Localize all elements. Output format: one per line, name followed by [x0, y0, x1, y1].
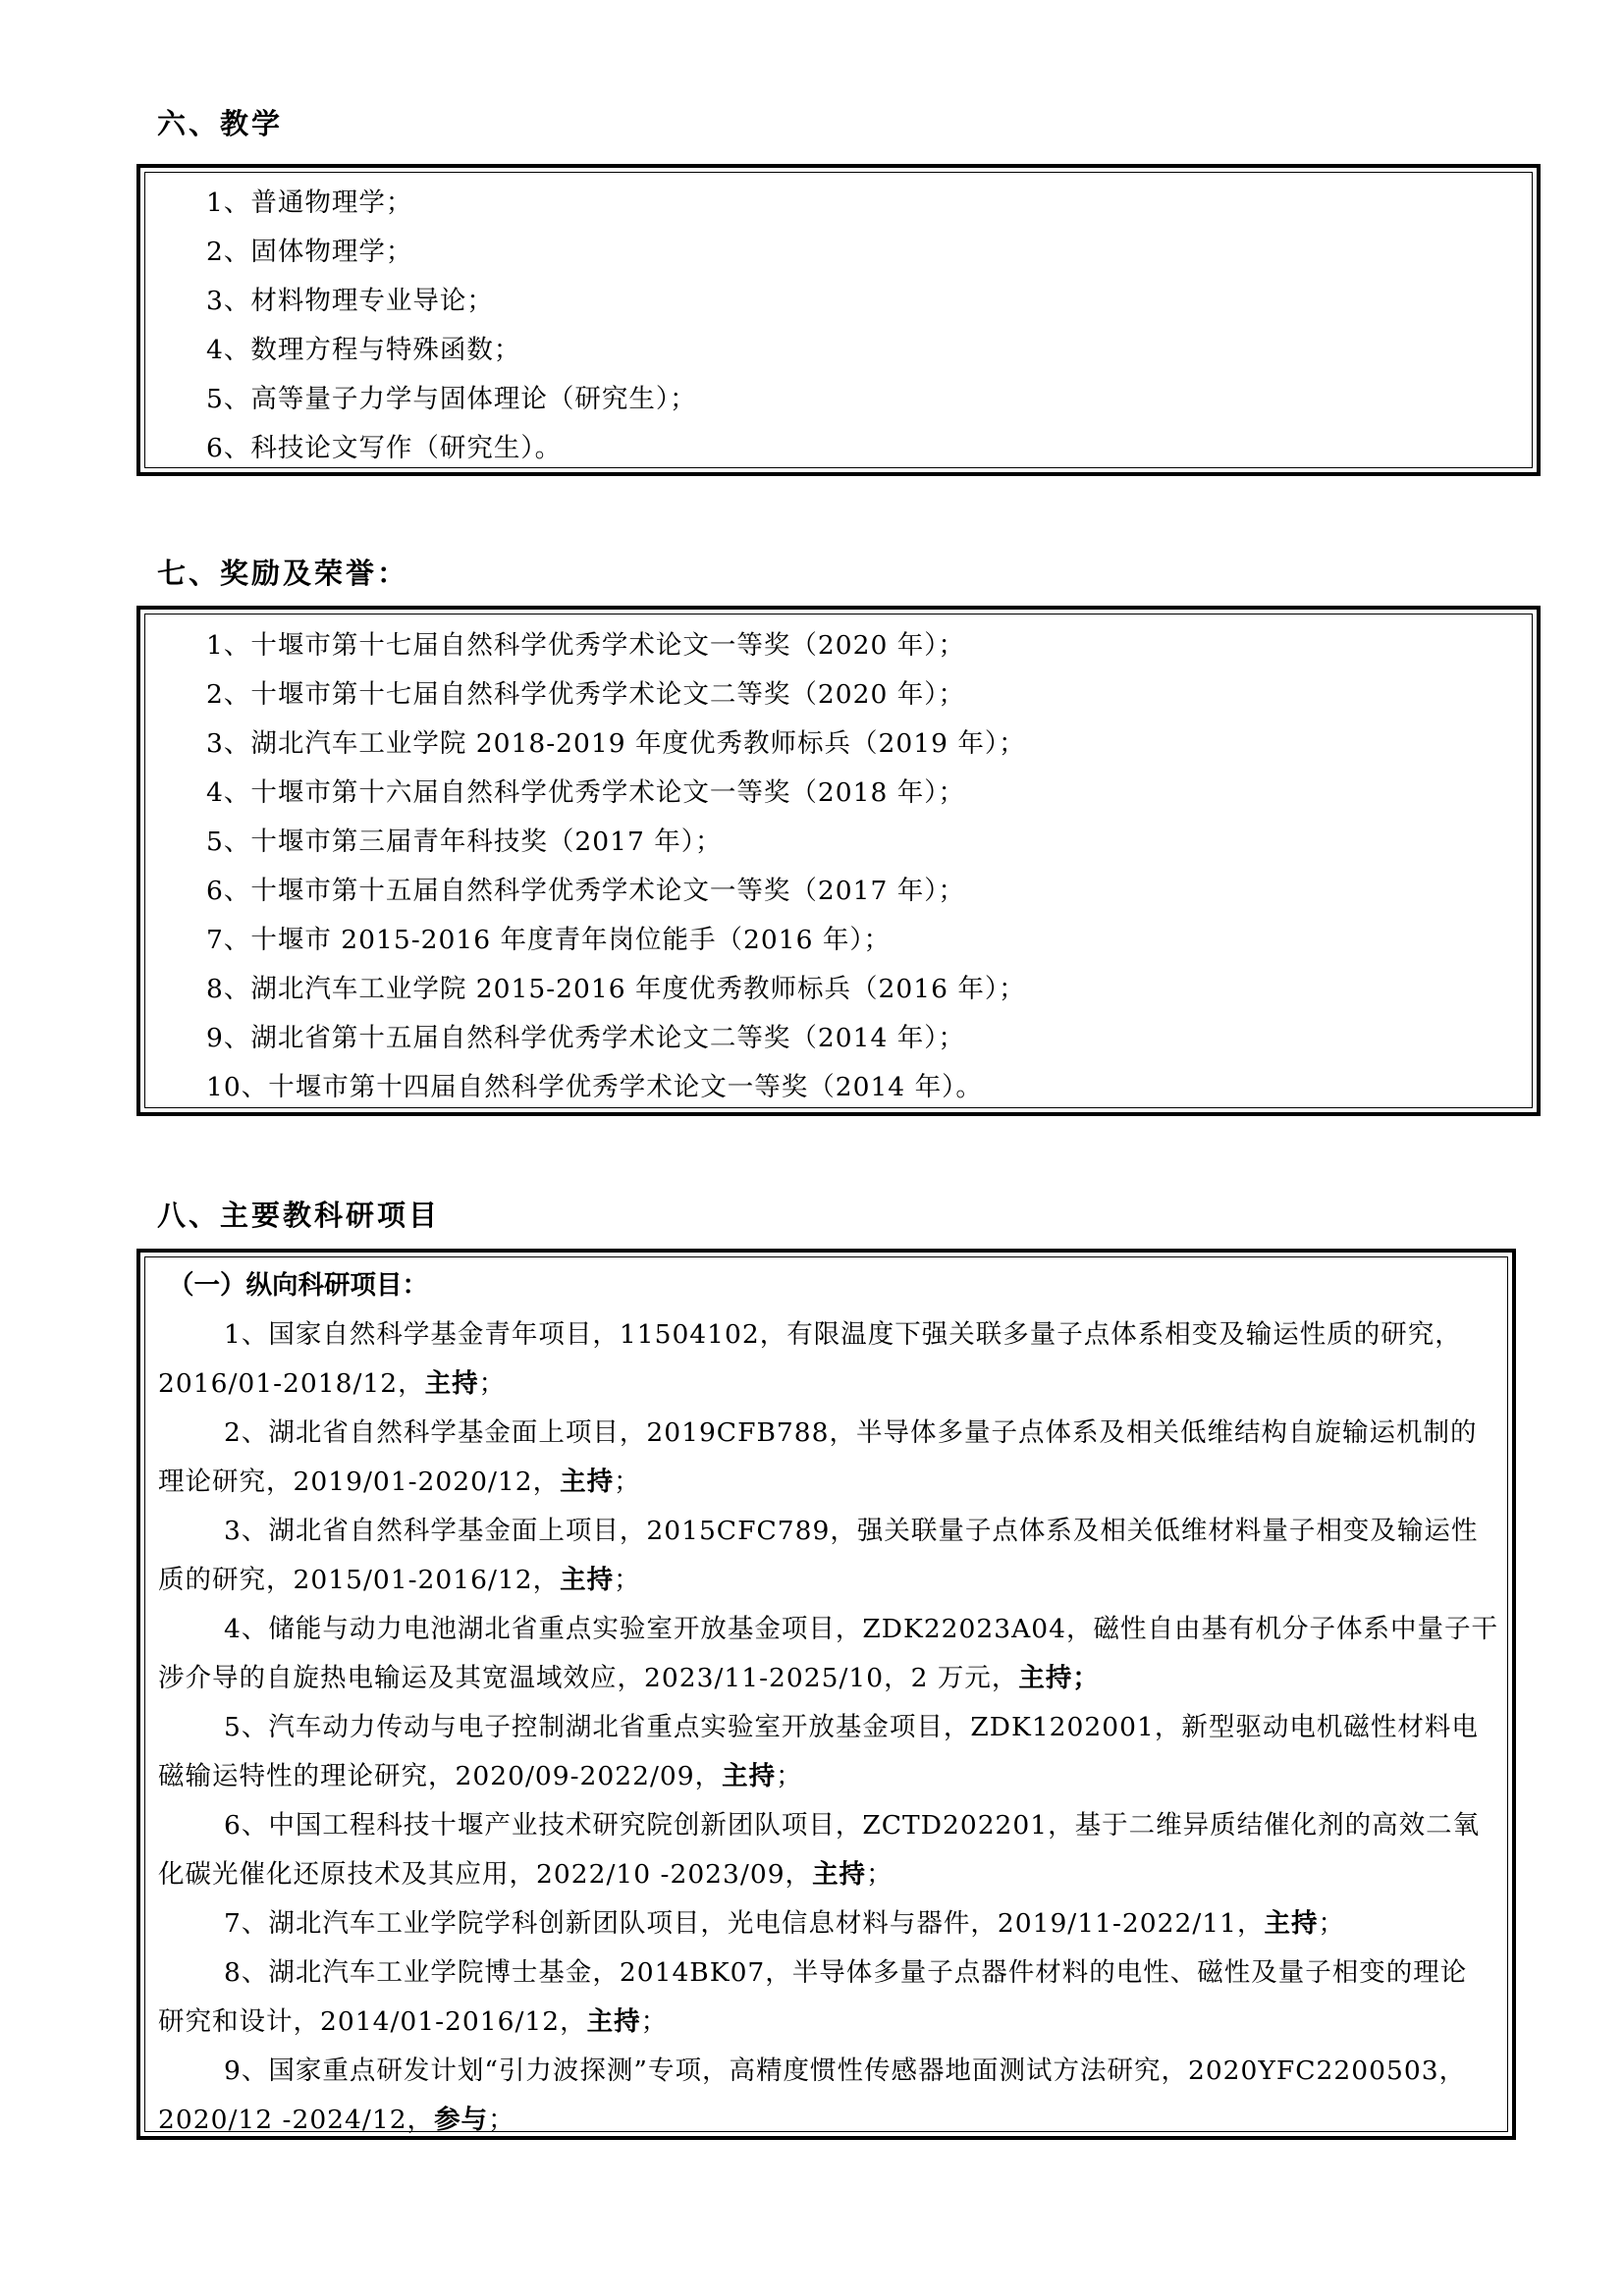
award-item: 9、湖北省第十五届自然科学优秀学术论文二等奖（2014 年）； — [206, 1023, 965, 1053]
teaching-item: 5、高等量子力学与固体理论（研究生）； — [206, 384, 697, 414]
project-item — [158, 1310, 1512, 1409]
award-item: 10、十堰市第十四届自然科学优秀学术论文一等奖（2014 年）。 — [206, 1072, 983, 1102]
project-text: 磁输运特性的理论研究，2020/09-2022/09， — [158, 1761, 723, 1791]
project-line-2 — [158, 1458, 1512, 1507]
project-line-1: 5、汽车动力传动与电子控制湖北省重点实验室开放基金项目，ZDK1202001，新型驱动电机磁性材料电 — [224, 1712, 1479, 1742]
teaching-item: 1、普通物理学； — [206, 187, 413, 218]
award-item: 7、十堰市 2015-2016 年度青年岗位能手（2016 年）； — [206, 925, 892, 955]
projects-box — [136, 1249, 1516, 2140]
project-line-2 — [158, 1998, 1512, 2047]
project-line-1: 2、湖北省自然科学基金面上项目，2019CFB788，半导体多量子点体系及相关低维结构自旋输运机制的 — [224, 1417, 1478, 1448]
project-text: 理论研究，2019/01-2020/12， — [158, 1467, 561, 1497]
project-end: ； — [614, 1565, 641, 1595]
teaching-item: 4、数理方程与特殊函数； — [206, 335, 521, 365]
project-line-1: 6、中国工程科技十堰产业技术研究院创新团队项目，ZCTD202201，基于二维异质结催化剂的高效二氧 — [224, 1810, 1481, 1841]
project-role: 主持 — [560, 1565, 615, 1595]
project-role: 主持 — [424, 1368, 479, 1399]
project-end: ； — [488, 2105, 515, 2135]
teaching-box — [136, 164, 1541, 476]
project-text: 研究和设计，2014/01-2016/12， — [158, 2006, 587, 2037]
teaching-item: 2、固体物理学； — [206, 237, 413, 267]
project-item — [158, 1605, 1512, 1703]
project-item — [158, 1507, 1512, 1605]
project-end: ； — [614, 1467, 641, 1497]
project-role: 参与 — [434, 2105, 489, 2135]
project-line-1: 9、国家重点研发计划“引力波探测”专项，高精度惯性传感器地面测试方法研究，2020YFC2200503， — [224, 2056, 1467, 2086]
project-role: 主持 — [1264, 1908, 1319, 1939]
project-text: 化碳光催化还原技术及其应用，2022/10 -2023/09， — [158, 1859, 813, 1890]
project-item — [158, 1801, 1512, 1899]
project-text: 2016/01-2018/12， — [158, 1368, 425, 1399]
project-line-1: 4、储能与动力电池湖北省重点实验室开放基金项目，ZDK22023A04，磁性自由基有机分子体系中量子干 — [224, 1614, 1498, 1644]
teaching-item: 6、科技论文写作（研究生）。 — [206, 433, 563, 463]
project-line-2 — [158, 1850, 1512, 1899]
section-6-title: 六、教学 — [157, 107, 284, 140]
teaching-item: 3、材料物理专业导论； — [206, 286, 494, 316]
project-role: 主持 — [1018, 1663, 1073, 1693]
project-end: ； — [776, 1761, 803, 1791]
project-role: 主持 — [812, 1859, 867, 1890]
project-end: ； — [478, 1368, 507, 1399]
awards-box — [136, 606, 1541, 1116]
section-8-title: 八、主要教科研项目 — [157, 1199, 441, 1232]
project-end: ； — [1072, 1663, 1100, 1693]
award-item: 3、湖北汽车工业学院 2018-2019 年度优秀教师标兵（2019 年）； — [206, 728, 1026, 759]
project-text: 7、湖北汽车工业学院学科创新团队项目，光电信息材料与器件，2019/11-2022/11， — [224, 1908, 1265, 1939]
project-line-1: 8、湖北汽车工业学院博士基金，2014BK07，半导体多量子点器件材料的电性、磁性及量子相变的理论 — [224, 1957, 1468, 1988]
award-item: 6、十堰市第十五届自然科学优秀学术论文一等奖（2017 年）； — [206, 876, 965, 906]
project-item — [158, 1899, 1512, 1949]
project-text: 2020/12 -2024/12， — [158, 2105, 435, 2135]
project-item — [158, 1703, 1512, 1801]
section-7-title: 七、奖励及荣誉： — [157, 557, 409, 590]
award-item: 2、十堰市第十七届自然科学优秀学术论文二等奖（2020 年）； — [206, 679, 965, 710]
award-item: 4、十堰市第十六届自然科学优秀学术论文一等奖（2018 年）； — [206, 777, 965, 808]
project-line-1: 1、国家自然科学基金青年项目，11504102，有限温度下强关联多量子点体系相变及输运性质的研究， — [224, 1319, 1462, 1350]
project-end: ； — [1318, 1908, 1345, 1939]
award-item: 5、十堰市第三届青年科技奖（2017 年）； — [206, 827, 723, 857]
project-role: 主持 — [560, 1467, 615, 1497]
project-item — [158, 2047, 1512, 2140]
project-text: 涉介导的自旋热电输运及其宽温域效应，2023/11-2025/10，2 万元， — [158, 1663, 1019, 1693]
project-line-2 — [158, 2096, 1512, 2140]
projects-subtitle: （一）纵向科研项目： — [168, 1270, 428, 1301]
project-end: ； — [866, 1859, 893, 1890]
award-item: 8、湖北汽车工业学院 2015-2016 年度优秀教师标兵（2016 年）； — [206, 974, 1026, 1004]
project-line-1: 3、湖北省自然科学基金面上项目，2015CFC789，强关联量子点体系及相关低维材料量子相变及输运性 — [224, 1516, 1479, 1546]
award-item: 1、十堰市第十七届自然科学优秀学术论文一等奖（2020 年）； — [206, 630, 965, 661]
project-line-2 — [158, 1654, 1512, 1703]
project-line-2 — [158, 1360, 1512, 1409]
project-line-2 — [158, 1556, 1512, 1605]
project-text: 质的研究，2015/01-2016/12， — [158, 1565, 561, 1595]
project-line-2 — [158, 1752, 1512, 1801]
project-line-1 — [158, 1899, 1512, 1949]
project-end: ； — [640, 2006, 669, 2037]
project-item — [158, 1409, 1512, 1507]
project-role: 主持 — [722, 1761, 777, 1791]
project-item — [158, 1949, 1512, 2047]
project-role: 主持 — [586, 2006, 641, 2037]
